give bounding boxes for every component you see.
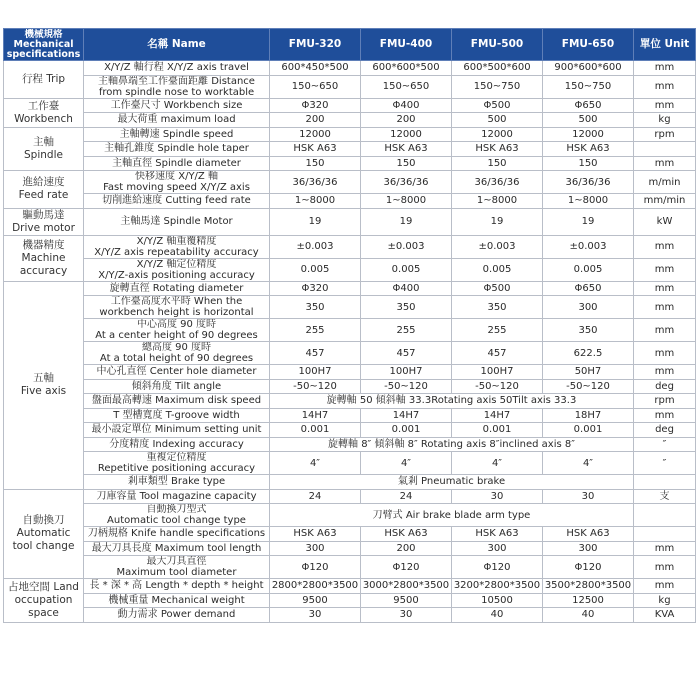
spec-value: 12000 (452, 127, 543, 142)
spec-name: 傾斜角度 Tilt angle (84, 379, 270, 394)
spec-unit: mm (634, 579, 696, 594)
spec-value: ±0.003 (361, 235, 452, 258)
spec-unit (634, 475, 696, 490)
spec-row (4, 541, 696, 556)
spec-unit: mm (634, 98, 696, 113)
spec-value: 350 (452, 296, 543, 319)
spec-unit: mm (634, 61, 696, 76)
spec-value: 3500*2800*3500 (543, 579, 634, 594)
spec-value: 0.001 (543, 423, 634, 438)
spec-value: Φ320 (270, 281, 361, 296)
spec-value: 1~8000 (270, 194, 361, 209)
spec-row (4, 365, 696, 380)
spec-unit: ″ (634, 437, 696, 452)
spec-name: 工作臺高度水平時 When the workbench height is horizontal (84, 296, 270, 319)
spec-value: 9500 (270, 593, 361, 608)
spec-value: 4″ (270, 452, 361, 475)
spec-value: 9500 (361, 593, 452, 608)
spec-value: 4″ (543, 452, 634, 475)
spec-value: Φ500 (452, 281, 543, 296)
spec-name: 最大刀具長度 Maximum tool length (84, 541, 270, 556)
spec-row (4, 127, 696, 142)
spec-unit: mm (634, 296, 696, 319)
spec-value: 200 (270, 113, 361, 128)
header-unit: 單位 Unit (634, 29, 696, 61)
spec-value: 350 (543, 319, 634, 342)
spec-value: 350 (270, 296, 361, 319)
spec-name: 最小設定單位 Minimum setting unit (84, 423, 270, 438)
spec-value: 150~750 (452, 75, 543, 98)
spec-name: 中心孔直徑 Center hole diameter (84, 365, 270, 380)
group-label: 占地空間 Land occupation space (4, 579, 84, 623)
header-model: FMU-400 (361, 29, 452, 61)
spec-name: 主軸孔錐度 Spindle hole taper (84, 142, 270, 157)
spec-name: 動力需求 Power demand (84, 608, 270, 623)
spec-unit: mm (634, 408, 696, 423)
spec-value: 12000 (361, 127, 452, 142)
spec-value: HSK A63 (452, 142, 543, 157)
spec-row (4, 452, 696, 475)
spec-value: 457 (452, 342, 543, 365)
spec-value-merged: 氣剎 Pneumatic brake (270, 475, 634, 490)
spec-value: 24 (270, 489, 361, 504)
spec-value: HSK A63 (361, 527, 452, 542)
spec-value: 18H7 (543, 408, 634, 423)
spec-value: 0.005 (361, 258, 452, 281)
spec-value: 10500 (452, 593, 543, 608)
spec-value: Φ650 (543, 281, 634, 296)
spec-value: 40 (543, 608, 634, 623)
spec-unit: mm (634, 235, 696, 258)
spec-value: 12000 (270, 127, 361, 142)
spec-name: 主軸轉速 Spindle speed (84, 127, 270, 142)
spec-value: Φ400 (361, 98, 452, 113)
spec-table-body (4, 61, 696, 623)
spec-unit (634, 504, 696, 527)
spec-value-merged: 旋轉軸 50 傾斜軸 33.3Rotating axis 50Tilt axis 33.3 (270, 394, 634, 409)
spec-name: 工作臺尺寸 Workbench size (84, 98, 270, 113)
spec-unit: deg (634, 423, 696, 438)
spec-value: 0.005 (452, 258, 543, 281)
spec-value: 12500 (543, 593, 634, 608)
spec-value: 300 (452, 541, 543, 556)
spec-unit: mm (634, 258, 696, 281)
spec-name: 最大刀具直徑 Maximum tool diameter (84, 556, 270, 579)
spec-unit: ″ (634, 452, 696, 475)
spec-value: 150 (361, 156, 452, 171)
group-label: 主軸 Spindle (4, 127, 84, 171)
spec-value: ±0.003 (543, 235, 634, 258)
spec-row (4, 608, 696, 623)
spec-row (4, 423, 696, 438)
spec-name: 切削進給速度 Cutting feed rate (84, 194, 270, 209)
spec-value: 600*450*500 (270, 61, 361, 76)
spec-value: 14H7 (270, 408, 361, 423)
spec-unit: mm (634, 541, 696, 556)
spec-value: 4″ (452, 452, 543, 475)
group-label: 驅動馬達 Drive motor (4, 208, 84, 235)
spec-row (4, 579, 696, 594)
spec-row (4, 61, 696, 76)
header-model: FMU-500 (452, 29, 543, 61)
spec-value: HSK A63 (270, 142, 361, 157)
spec-row (4, 156, 696, 171)
spec-value: 19 (543, 208, 634, 235)
spec-value: 150 (270, 156, 361, 171)
spec-row (4, 75, 696, 98)
spec-value: 36/36/36 (270, 171, 361, 194)
spec-unit: 支 (634, 489, 696, 504)
spec-name: 重複定位精度 Repetitive positioning accuracy (84, 452, 270, 475)
spec-unit: deg (634, 379, 696, 394)
spec-name: 旋轉直徑 Rotating diameter (84, 281, 270, 296)
spec-name: 分度精度 Indexing accuracy (84, 437, 270, 452)
group-label: 行程 Trip (4, 61, 84, 99)
spec-row (4, 556, 696, 579)
spec-value: Φ120 (361, 556, 452, 579)
spec-name: 刀庫容量 Tool magazine capacity (84, 489, 270, 504)
spec-value: 150~650 (270, 75, 361, 98)
spec-value: HSK A63 (543, 527, 634, 542)
group-label: 五軸 Five axis (4, 281, 84, 489)
spec-value: 0.005 (543, 258, 634, 281)
spec-value: 19 (361, 208, 452, 235)
spec-value: HSK A63 (543, 142, 634, 157)
spec-value: 0.001 (452, 423, 543, 438)
spec-row (4, 258, 696, 281)
spec-value: 255 (361, 319, 452, 342)
spec-value: HSK A63 (452, 527, 543, 542)
spec-value: 300 (270, 541, 361, 556)
spec-name: 最大荷重 maximum load (84, 113, 270, 128)
header-row (4, 29, 696, 61)
spec-row (4, 142, 696, 157)
spec-value: 0.001 (270, 423, 361, 438)
spec-unit: mm (634, 319, 696, 342)
spec-value: 100H7 (361, 365, 452, 380)
spec-value: 150 (543, 156, 634, 171)
spec-row (4, 235, 696, 258)
spec-value: Φ120 (270, 556, 361, 579)
spec-unit (634, 142, 696, 157)
spec-value: 36/36/36 (452, 171, 543, 194)
spec-value: 100H7 (452, 365, 543, 380)
spec-value: 36/36/36 (543, 171, 634, 194)
spec-value: 100H7 (270, 365, 361, 380)
spec-name: 自動換刀型式 Automatic tool change type (84, 504, 270, 527)
spec-name: 主軸鼻端至工作臺面距離 Distance from spindle nose to worktable (84, 75, 270, 98)
header-model: FMU-650 (543, 29, 634, 61)
spec-row (4, 319, 696, 342)
spec-value: 300 (543, 296, 634, 319)
spec-row (4, 281, 696, 296)
spec-unit: KVA (634, 608, 696, 623)
spec-unit: m/min (634, 171, 696, 194)
spec-value: 1~8000 (543, 194, 634, 209)
spec-value: 300 (543, 541, 634, 556)
spec-name: 主軸馬達 Spindle Motor (84, 208, 270, 235)
spec-row (4, 593, 696, 608)
spec-name: 機械重量 Mechanical weight (84, 593, 270, 608)
spec-value: 36/36/36 (361, 171, 452, 194)
header-name: 名稱 Name (84, 29, 270, 61)
spec-value: 457 (361, 342, 452, 365)
spec-name: 刀柄規格 Knife handle specifications (84, 527, 270, 542)
spec-row (4, 489, 696, 504)
spec-value: Φ500 (452, 98, 543, 113)
spec-name: 主軸直徑 Spindle diameter (84, 156, 270, 171)
spec-value: 500 (452, 113, 543, 128)
spec-value: 4″ (361, 452, 452, 475)
spec-value: 19 (452, 208, 543, 235)
spec-value: 14H7 (452, 408, 543, 423)
spec-row (4, 342, 696, 365)
spec-value: HSK A63 (270, 527, 361, 542)
spec-table (3, 28, 696, 623)
spec-value: 1~8000 (361, 194, 452, 209)
spec-value: 150~750 (543, 75, 634, 98)
spec-value: Φ120 (452, 556, 543, 579)
spec-value: 255 (270, 319, 361, 342)
spec-unit: mm (634, 281, 696, 296)
spec-unit: rpm (634, 394, 696, 409)
spec-table-container (3, 28, 696, 623)
group-label: 機器精度 Machine accuracy (4, 235, 84, 281)
spec-value-merged: 刀臂式 Air brake blade arm type (270, 504, 634, 527)
spec-name: T 型槽寬度 T-groove width (84, 408, 270, 423)
spec-row (4, 98, 696, 113)
spec-row (4, 408, 696, 423)
spec-value: 600*500*600 (452, 61, 543, 76)
spec-row (4, 437, 696, 452)
spec-value: 150~650 (361, 75, 452, 98)
spec-value: 2800*2800*3500 (270, 579, 361, 594)
spec-value: 350 (361, 296, 452, 319)
spec-unit: mm (634, 156, 696, 171)
spec-value: Φ320 (270, 98, 361, 113)
spec-unit: mm (634, 365, 696, 380)
spec-value: Φ400 (361, 281, 452, 296)
header-model: FMU-320 (270, 29, 361, 61)
spec-value: 1~8000 (452, 194, 543, 209)
spec-row (4, 394, 696, 409)
spec-value: 14H7 (361, 408, 452, 423)
spec-value: 30 (543, 489, 634, 504)
spec-value: 30 (361, 608, 452, 623)
spec-value: 900*600*600 (543, 61, 634, 76)
spec-row (4, 113, 696, 128)
spec-value: 500 (543, 113, 634, 128)
spec-value: -50~120 (543, 379, 634, 394)
spec-value: 0.005 (270, 258, 361, 281)
header-corner: 機械規格 Mechanical specifications (4, 29, 84, 61)
spec-unit: mm/min (634, 194, 696, 209)
spec-value: -50~120 (361, 379, 452, 394)
spec-value: Φ120 (543, 556, 634, 579)
spec-value: 3000*2800*3500 (361, 579, 452, 594)
spec-name: 長 * 深 * 高 Length * depth * height (84, 579, 270, 594)
spec-row (4, 504, 696, 527)
spec-unit: kW (634, 208, 696, 235)
group-label: 工作臺 Workbench (4, 98, 84, 127)
spec-value: 30 (270, 608, 361, 623)
spec-row (4, 194, 696, 209)
spec-value: 24 (361, 489, 452, 504)
spec-name: 總高度 90 度時 At a total height of 90 degrees (84, 342, 270, 365)
spec-unit: kg (634, 113, 696, 128)
spec-value: 200 (361, 113, 452, 128)
spec-row (4, 208, 696, 235)
spec-unit: rpm (634, 127, 696, 142)
spec-value: HSK A63 (361, 142, 452, 157)
spec-value: 622.5 (543, 342, 634, 365)
spec-row (4, 475, 696, 490)
spec-name: X/Y/Z 軸行程 X/Y/Z axis travel (84, 61, 270, 76)
group-label: 進給速度 Feed rate (4, 171, 84, 209)
spec-row (4, 171, 696, 194)
spec-row (4, 379, 696, 394)
spec-value: 19 (270, 208, 361, 235)
spec-row (4, 296, 696, 319)
spec-value: -50~120 (452, 379, 543, 394)
spec-unit: mm (634, 342, 696, 365)
spec-row (4, 527, 696, 542)
spec-value: 457 (270, 342, 361, 365)
spec-value: ±0.003 (452, 235, 543, 258)
spec-value: 40 (452, 608, 543, 623)
spec-unit (634, 527, 696, 542)
spec-value: 150 (452, 156, 543, 171)
spec-value: ±0.003 (270, 235, 361, 258)
spec-unit: mm (634, 75, 696, 98)
spec-value: Φ650 (543, 98, 634, 113)
spec-value: 50H7 (543, 365, 634, 380)
spec-value: -50~120 (270, 379, 361, 394)
spec-value-merged: 旋轉軸 8″ 傾斜軸 8″ Rotating axis 8″inclined axis 8″ (270, 437, 634, 452)
spec-value: 600*600*500 (361, 61, 452, 76)
spec-name: 快移速度 X/Y/Z 軸 Fast moving speed X/Y/Z axis (84, 171, 270, 194)
spec-name: 盤面最高轉速 Maximum disk speed (84, 394, 270, 409)
spec-value: 30 (452, 489, 543, 504)
spec-value: 0.001 (361, 423, 452, 438)
spec-name: X/Y/Z 軸重覆精度 X/Y/Z axis repeatability accuracy (84, 235, 270, 258)
spec-unit: mm (634, 556, 696, 579)
spec-value: 3200*2800*3500 (452, 579, 543, 594)
spec-value: 12000 (543, 127, 634, 142)
spec-name: 剎車類型 Brake type (84, 475, 270, 490)
spec-name: 中心高度 90 度時 At a center height of 90 degrees (84, 319, 270, 342)
spec-value: 200 (361, 541, 452, 556)
spec-name: X/Y/Z 軸定位精度 X/Y/Z-axis positioning accuracy (84, 258, 270, 281)
spec-unit: kg (634, 593, 696, 608)
group-label: 自動換刀 Automatic tool change (4, 489, 84, 579)
spec-value: 255 (452, 319, 543, 342)
